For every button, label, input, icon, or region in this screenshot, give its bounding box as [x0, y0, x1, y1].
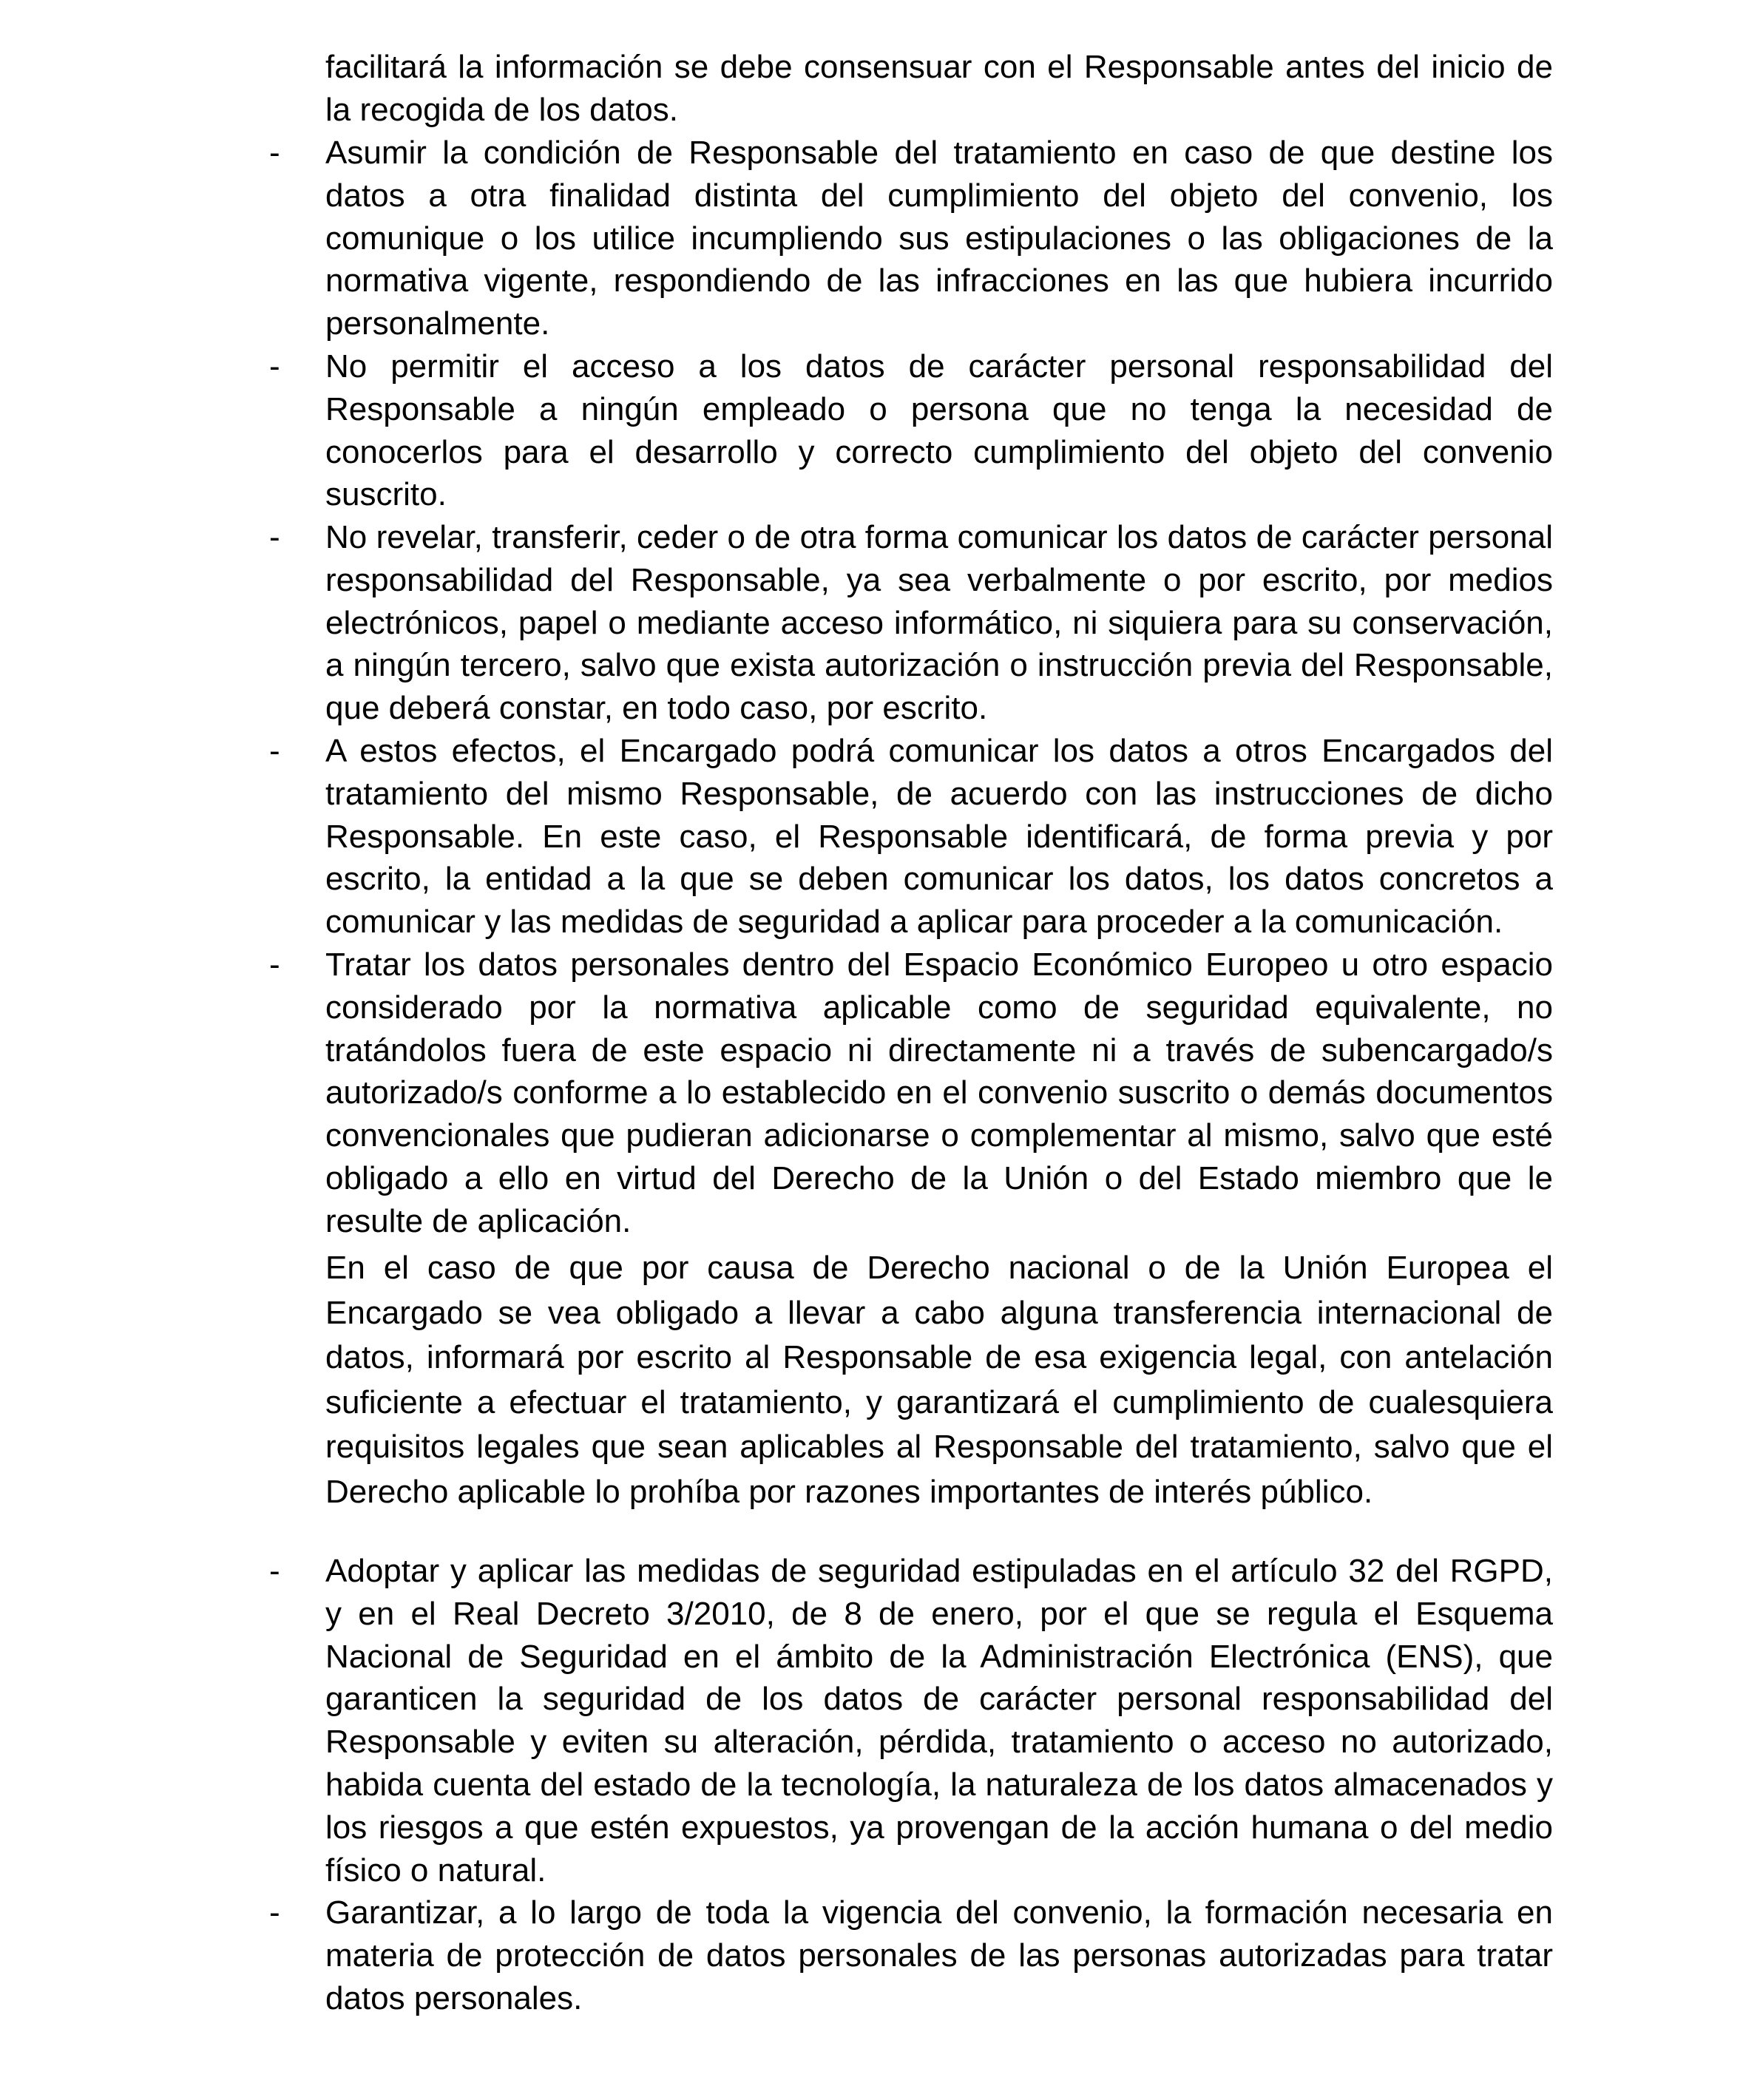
bullet-marker: - [269, 733, 280, 769]
bullet-espacio-economico-europeo: Tratar los datos personales dentro del Espacio Económico Europeo u otro espacio considerado por la normativa aplicable como de seguridad equivalente, no tratándolos fuera de este espacio ni directamente ni a través de subencargado/s autorizado/s conforme a lo establecido en el convenio suscrito o demás documentos convencionales que pudieran adicionarse o complementar al mismo, salvo que esté obligado a ello en virtud del Derecho de la Unión o del Estado miembro que le resulte de aplicación. [325, 946, 1553, 1239]
intro-continuation-paragraph: facilitará la información se debe consensuar con el Responsable antes del inicio de la recogida de los datos. [325, 49, 1553, 128]
bullet-responsable-tratamiento: Asumir la condición de Responsable del tratamiento en caso de que destine los datos a otra finalidad distinta del cumplimiento del objeto del convenio, los comunique o los utilice incumpliendo sus estipulaciones o las obligaciones de la normativa vigente, respondiendo de las infracciones en las que hubiera incurrido personalmente. [325, 135, 1553, 342]
bullet-marker: - [269, 135, 280, 171]
bullet-medidas-seguridad: Adoptar y aplicar las medidas de seguridad estipuladas en el artículo 32 del RGPD, y en el Real Decreto 3/2010, de 8 de enero, por el que se regula el Esquema Nacional de Seguridad en el ámbito de la Administración Electrónica (ENS), que garanticen la seguridad de los datos de carácter personal responsabilidad del Responsable y eviten su alteración, pérdida, tratamiento o acceso no autorizado, habida cuenta del estado de la tecnología, la naturaleza de los datos almacenados y los riesgos a que estén expuestos, ya provengan de la acción humana o del medio físico o natural. [325, 1553, 1553, 1889]
bullet-marker: - [269, 1894, 280, 1931]
bullet-garantizar-formacion: Garantizar, a lo largo de toda la vigencia del convenio, la formación necesaria en materia de protección de datos personales de las personas autorizadas para tratar datos personales. [325, 1894, 1553, 2016]
bullet-comunicar-encargados: A estos efectos, el Encargado podrá comunicar los datos a otros Encargados del tratamiento del mismo Responsable, de acuerdo con las instrucciones de dicho Responsable. En este caso, el Responsable identificará, de forma previa y por escrito, la entidad a la que se deben comunicar los datos, los datos concretos a comunicar y las medidas de seguridad a aplicar para proceder a la comunicación. [325, 733, 1553, 941]
bullet-no-permitir-acceso: No permitir el acceso a los datos de carácter personal responsabilidad del Responsable a ningún empleado o persona que no tenga la necesidad de conocerlos para el desarrollo y correcto cumplimiento del objeto del convenio suscrito. [325, 348, 1553, 513]
bullet-marker: - [269, 946, 280, 983]
bullet-marker: - [269, 519, 280, 555]
bullet-no-revelar: No revelar, transferir, ceder o de otra forma comunicar los datos de carácter personal responsabilidad del Responsable, ya sea verbalmente o por escrito, por medios electrónicos, papel o mediante acceso informático, ni siquiera para su conservación, a ningún tercero, salvo que exista autorización o instrucción previa del Responsable, que deberá constar, en todo caso, por escrito. [325, 519, 1553, 727]
bullet-marker: - [269, 1553, 280, 1589]
transferencia-internacional-paragraph: En el caso de que por causa de Derecho nacional o de la Unión Europea el Encargado se vea obligado a llevar a cabo alguna transferencia internacional de datos, informará por escrito al Responsable de esa exigencia legal, con antelación suficiente a efectuar el tratamiento, y garantizará el cumplimiento de cualesquiera requisitos legales que sean aplicables al Responsable del tratamiento, salvo que el Derecho aplicable lo prohíba por razones importantes de interés público. [325, 1250, 1553, 1510]
bullet-marker: - [269, 348, 280, 385]
